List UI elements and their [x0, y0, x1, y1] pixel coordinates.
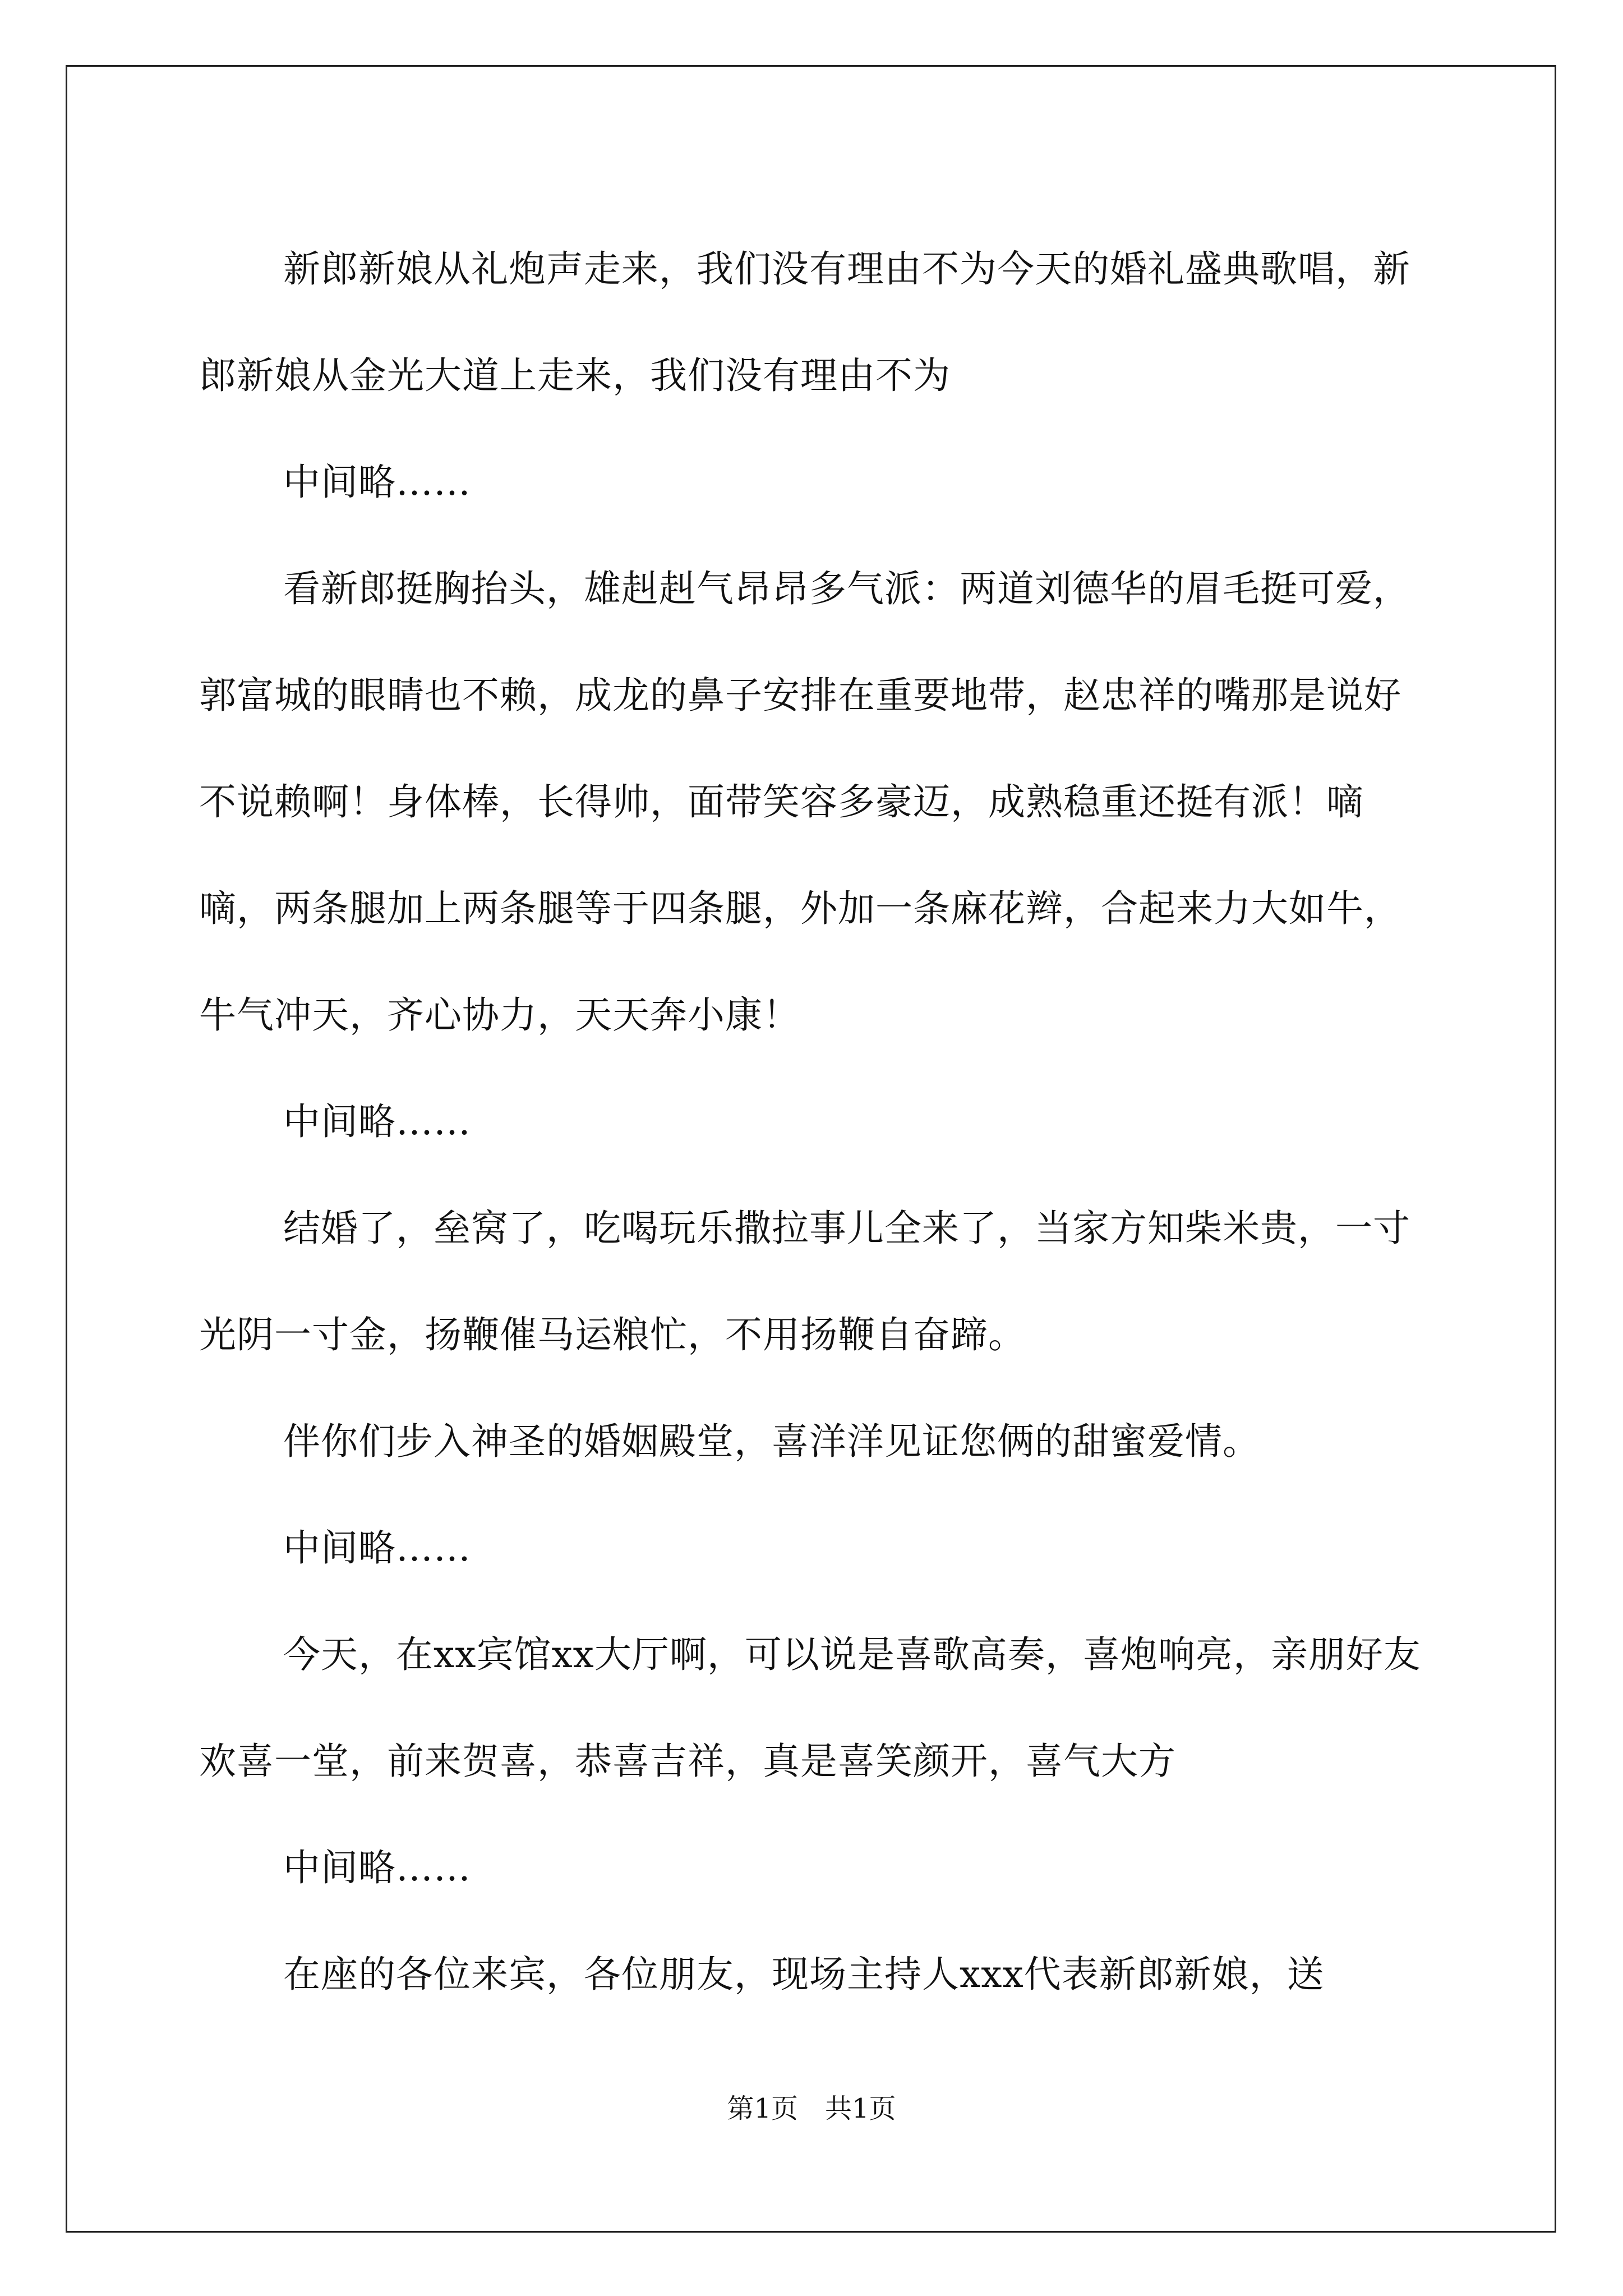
paragraph-text: 中间略…… [283, 461, 471, 504]
paragraph [199, 1175, 1433, 1388]
paragraph-text: 中间略…… [283, 1526, 471, 1570]
paragraph [199, 429, 1433, 536]
document-body [199, 216, 1433, 2028]
paragraph-text: 伴你们步入神圣的婚姻殿堂，喜洋洋见证您俩的甜蜜爱情。 [283, 1420, 1260, 1463]
paragraph [199, 1815, 1433, 1921]
page-footer [0, 2087, 1623, 2125]
paragraph [199, 216, 1433, 429]
paragraph [199, 1069, 1433, 1175]
paragraph [199, 1388, 1433, 1495]
paragraph-text: 新郎新娘从礼炮声走来，我们没有理由不为今天的婚礼盛典歌唱，新郎新娘从金光大道上走来，我们没有理由不为 [199, 247, 1410, 397]
paragraph [199, 536, 1433, 1069]
paragraph [199, 1602, 1433, 1815]
paragraph-text: 中间略…… [283, 1100, 471, 1143]
paragraph-text: 看新郎挺胸抬头，雄赳赳气昂昂多气派：两道刘德华的眉毛挺可爱，郭富城的眼睛也不赖，成龙的鼻子安排在重要地带，赵忠祥的嘴那是说好不说赖啊！身体棒，长得帅，面带笑容多豪迈，成熟稳重还挺有派！嘀嘀，两条腿加上两条腿等于四条腿，外加一条麻花辫，合起来力大如牛，牛气冲天，齐心协力，天天奔小康！ [199, 567, 1410, 1037]
paragraph [199, 1921, 1433, 2028]
page-number: 第1页 共1页 [727, 2093, 896, 2124]
paragraph-text: 今天，在xx宾馆xx大厅啊，可以说是喜歌高奏，喜炮响亮，亲朋好友欢喜一堂，前来贺喜，恭喜吉祥，真是喜笑颜开，喜气大方 [199, 1633, 1421, 1783]
paragraph-text: 在座的各位来宾，各位朋友，现场主持人xxx代表新郎新娘，送 [283, 1953, 1325, 1996]
paragraph [199, 1495, 1433, 1602]
paragraph-text: 结婚了，垒窝了，吃喝玩乐撒拉事儿全来了，当家方知柴米贵，一寸光阴一寸金，扬鞭催马运粮忙，不用扬鞭自奋蹄。 [199, 1207, 1410, 1356]
paragraph-text: 中间略…… [283, 1846, 471, 1889]
